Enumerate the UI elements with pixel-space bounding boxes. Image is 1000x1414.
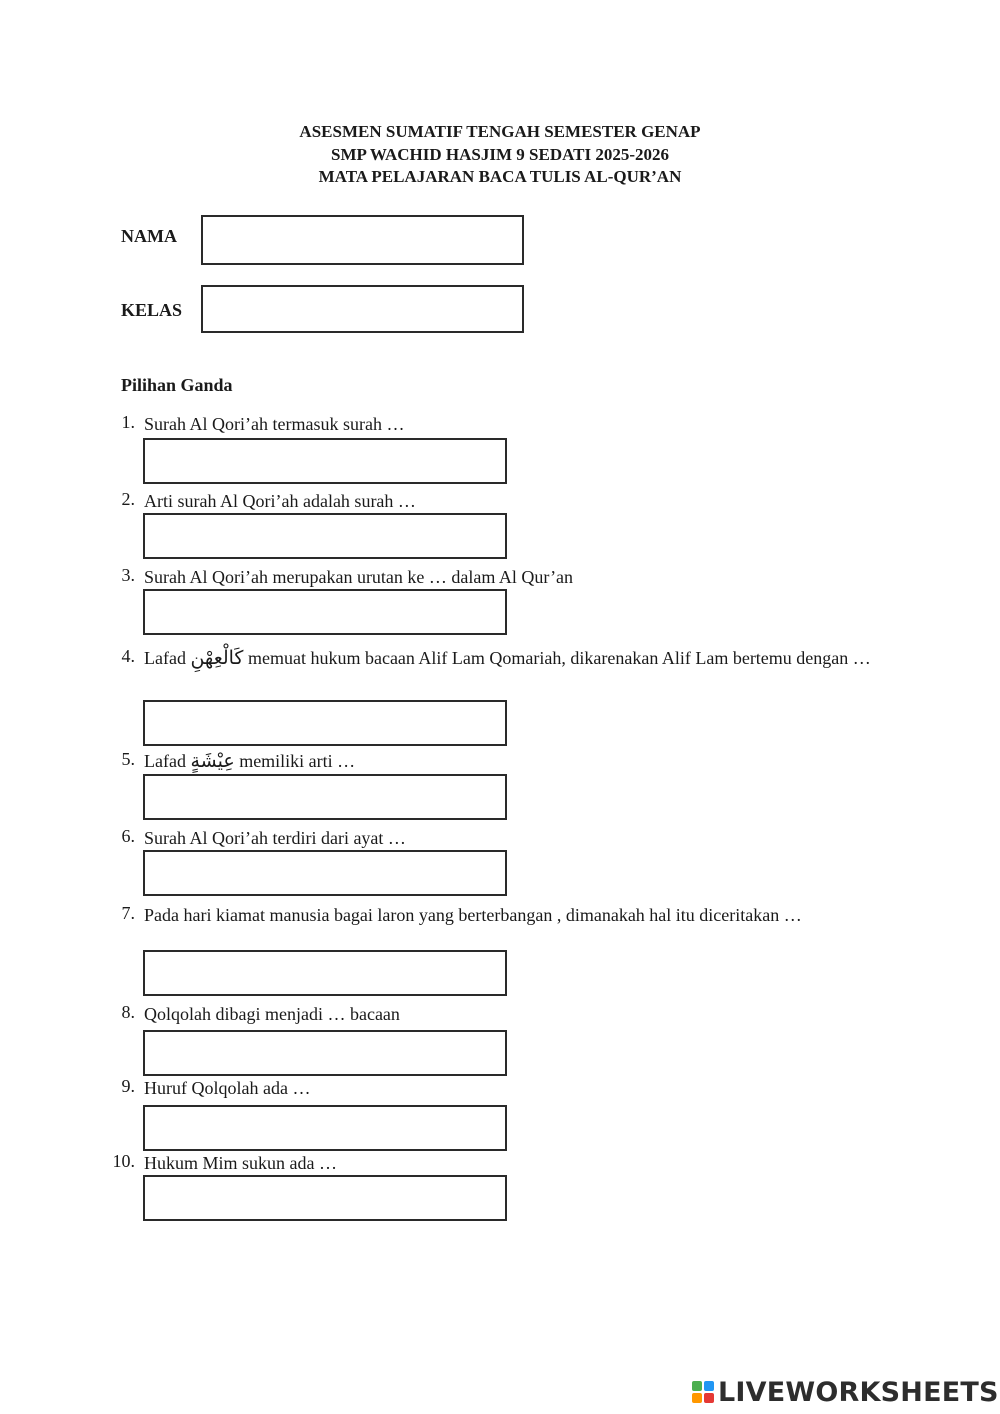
- question-number: 8.: [121, 1002, 135, 1022]
- answer-box-10[interactable]: [143, 1175, 507, 1221]
- question-number: 1.: [121, 412, 135, 432]
- question-prefix: Lafad: [144, 751, 186, 771]
- header-subject: MATA PELAJARAN BACA TULIS AL-QUR’AN: [318, 167, 682, 186]
- question-number: 6.: [121, 826, 135, 846]
- nama-label: NAMA: [121, 226, 177, 246]
- question-text: Huruf Qolqolah ada …: [144, 1078, 311, 1098]
- nama-input[interactable]: [201, 215, 524, 265]
- question-text: Arti surah Al Qori’ah adalah surah …: [144, 491, 416, 511]
- question-text: Qolqolah dibagi menjadi … bacaan: [144, 1004, 400, 1024]
- question-text: Pada hari kiamat manusia bagai laron yang berterbangan , dimanakah hal itu diceritakan …: [144, 905, 802, 925]
- question-number: 5.: [121, 749, 135, 769]
- arabic-word: عِيْشَةٍ: [190, 750, 235, 772]
- question-prefix: Lafad: [144, 648, 186, 668]
- section-title: Pilihan Ganda: [121, 375, 233, 395]
- question-suffix: memuat hukum bacaan Alif Lam Qomariah, dikarenakan Alif Lam bertemu dengan …: [247, 648, 871, 668]
- kelas-label: KELAS: [121, 300, 183, 320]
- answer-box-8[interactable]: [143, 1030, 507, 1076]
- question-text: Surah Al Qori’ah termasuk surah …: [144, 414, 405, 434]
- logo-text: LIVEWORKSHEETS: [718, 1376, 999, 1408]
- answer-box-4[interactable]: [143, 700, 507, 746]
- logo-mark-icon: [692, 1381, 714, 1403]
- question-number: 9.: [121, 1076, 135, 1096]
- answer-box-1[interactable]: [143, 438, 507, 484]
- question-text: [144, 749, 884, 774]
- answer-box-3[interactable]: [143, 589, 507, 635]
- question-number: 3.: [121, 565, 135, 585]
- answer-box-6[interactable]: [143, 850, 507, 896]
- answer-box-2[interactable]: [143, 513, 507, 559]
- question-text: Surah Al Qori’ah terdiri dari ayat …: [144, 828, 406, 848]
- question-number: 2.: [121, 489, 135, 509]
- arabic-word: كَالْعِهْنِ: [190, 647, 244, 669]
- answer-box-9[interactable]: [143, 1105, 507, 1151]
- header-title: ASESMEN SUMATIF TENGAH SEMESTER GENAP: [299, 122, 701, 141]
- question-text: [144, 646, 884, 671]
- question-number: 7.: [121, 903, 135, 923]
- worksheet-header: [0, 121, 1000, 189]
- kelas-input[interactable]: [201, 285, 524, 333]
- question-number: 10.: [112, 1151, 135, 1171]
- liveworksheets-logo: [692, 1374, 999, 1410]
- question-number: 4.: [121, 646, 135, 666]
- header-school: SMP WACHID HASJIM 9 SEDATI 2025-2026: [331, 144, 669, 164]
- answer-box-5[interactable]: [143, 774, 507, 820]
- answer-box-7[interactable]: [143, 950, 507, 996]
- question-text: Surah Al Qori’ah merupakan urutan ke … dalam Al Qur’an: [144, 567, 574, 587]
- question-text: Hukum Mim sukun ada …: [144, 1153, 337, 1173]
- question-suffix: memiliki arti …: [239, 751, 356, 771]
